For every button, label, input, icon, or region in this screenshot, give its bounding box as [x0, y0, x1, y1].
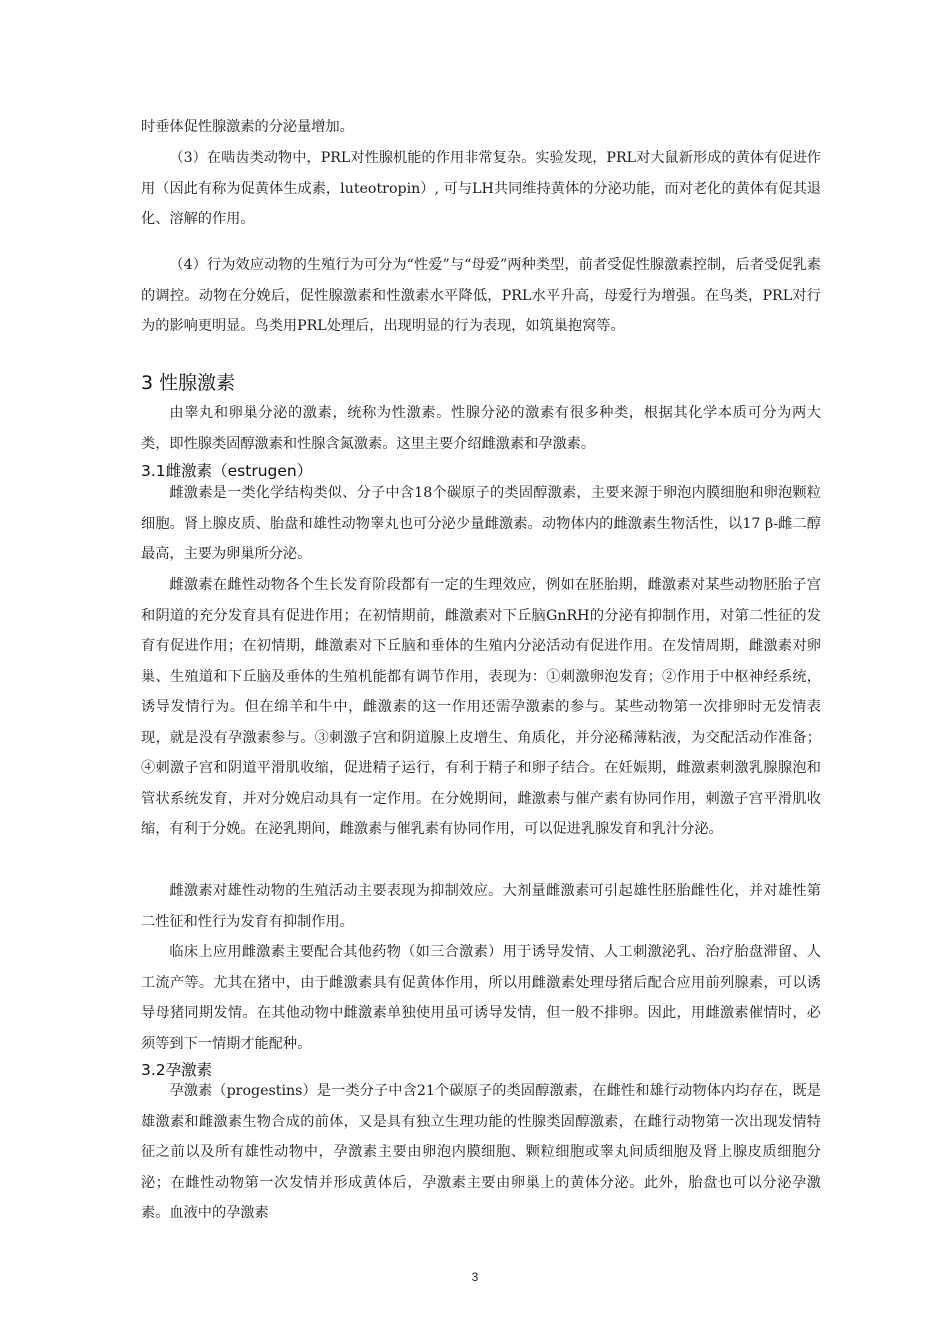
paragraph-progestins-definition: 孕激素（progestins）是一类分子中含21个碳原子的类固醇激素，在雌性和雄行动物体内均存在，既是雄激素和雌激素生物合成的前体，又是具有独立生理功能的性腺类固醇激素，在雌行动物第一次出现发情特征之前以及所有雄性动物中，孕激素主要由卵泡内膜细胞、颗粒细胞或睾丸间质细胞及肾上腺皮质细胞分泌；在雌性动物第一次发情并形成黄体后，孕激素主要由卵巢上的黄体分泌。此外，胎盘也可以分泌孕激素。血液中的孕激素 — [141, 1083, 821, 1221]
section-heading-gonadal-hormones: 3 性腺激素 — [141, 372, 236, 394]
page-number: 3 — [471, 1270, 479, 1284]
paragraph-estrogen-definition: 雌激素是一类化学结构类似、分子中含18个碳原子的类固醇激素，主要来源于卵泡内膜细胞和卵泡颗粒细胞。肾上腺皮质、胎盘和雄性动物睾丸也可分泌少量雌激素。动物体内的雌激素生物活性，以17 β-雌二醇最高，主要为卵巢所分泌。 — [141, 485, 821, 562]
paragraph-continuation: 时垂体促性腺激素的分泌量增加。 — [141, 119, 354, 135]
paragraph-estrogen-effects: 雌激素在雌性动物各个生长发育阶段都有一定的生理效应，例如在胚胎期，雌激素对某些动物胚胎子宫和阴道的充分发育具有促进作用；在初情期前，雌激素对下丘脑GnRH的分泌有抑制作用，对第二性征的发育有促进作用；在初情期，雌激素对下丘脑和垂体的生殖内分泌活动有促进作用。在发情周期，雌激素对卵巢、生殖道和下丘脑及垂体的生殖机能都有调节作用，表现为：①刺激卵泡发育；②作用于中枢神经系统，诱导发情行为。但在绵羊和牛中，雌激素的这一作用还需孕激素的参与。某些动物第一次排卵时无发情表现，就是没有孕激素参与。③刺激子宫和阴道腺上皮增生、角质化，并分泌稀薄粘液，为交配活动作准备；④刺激子宫和阴道平滑肌收缩，促进精子运行，有利于精子和卵子结合。在妊娠期，雌激素刺激乳腺腺泡和管状系统发育，并对分娩启动具有一定作用。在分娩期间，雌激素与催产素有协同作用，刺激子宫平滑肌收缩，有利于分娩。在泌乳期间，雌激素与催乳素有协同作用，可以促进乳腺发育和乳汁分泌。 — [141, 577, 821, 837]
paragraph-prl-behavior: （4）行为效应动物的生殖行为可分为“性爱”与“母爱”两种类型，前者受促性腺激素控制，后者受促乳素的调控。动物在分娩后，促性腺激素和性激素水平降低，PRL水平升高，母爱行为增强。在鸟类，PRL对行为的影响更明显。鸟类用PRL处理后，出现明显的行为表现，如筑巢抱窝等。 — [141, 257, 821, 334]
subsection-heading-progestins: 3.2孕激素 — [141, 1061, 213, 1079]
paragraph-estrogen-male: 雌激素对雄性动物的生殖活动主要表现为抑制效应。大剂量雌激素可引起雄性胚胎雌性化，并对雄性第二性征和性行为发育有抑制作用。 — [141, 883, 821, 930]
subsection-heading-estrogen: 3.1雌激素（estrugen） — [141, 462, 313, 480]
paragraph-prl-rodents: （3）在啮齿类动物中，PRL对性腺机能的作用非常复杂。实验发现，PRL对大鼠新形成的黄体有促进作用（因此有称为促黄体生成素，luteotropin）, 可与LH共同维持黄体的分泌功能，而对老化的黄体有促其退化、溶解的作用。 — [141, 150, 821, 227]
paragraph-estrogen-clinical: 临床上应用雌激素主要配合其他药物（如三合激素）用于诱导发情、人工刺激泌乳、治疗胎盘滞留、人工流产等。尤其在猪中，由于雌激素具有促黄体作用，所以用雌激素处理母猪后配合应用前列腺素，可以诱导母猪同期发情。在其他动物中雌激素单独使用虽可诱导发情，但一般不排卵。因此，用雌激素催情时，必须等到下一情期才能配种。 — [141, 944, 821, 1052]
paragraph-sex-hormones-intro: 由睾丸和卵巢分泌的激素，统称为性激素。性腺分泌的激素有很多种类，根据其化学本质可分为两大类，即性腺类固醇激素和性腺含氮激素。这里主要介绍雌激素和孕激素。 — [141, 405, 821, 452]
